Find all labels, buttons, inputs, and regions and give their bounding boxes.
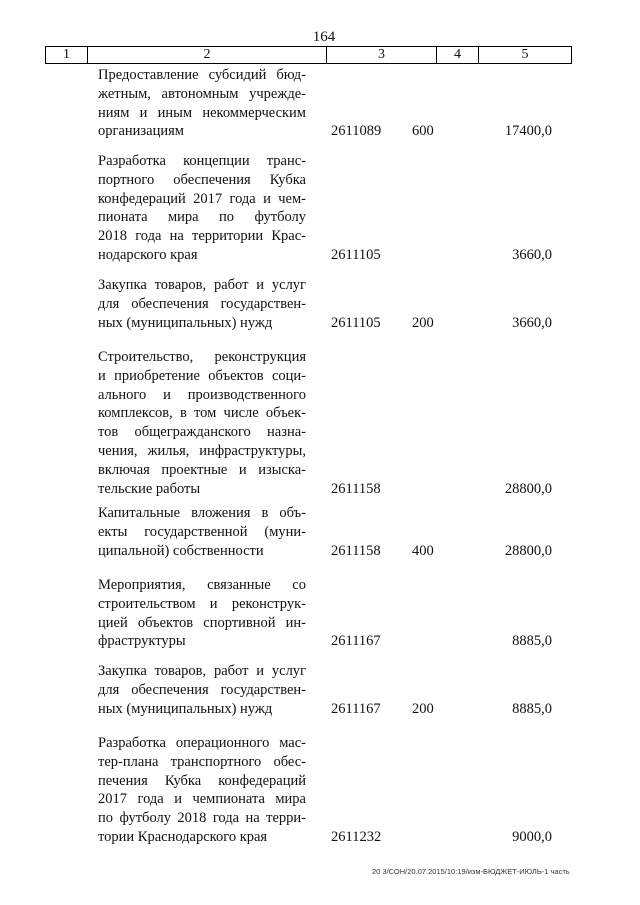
header-col-3: 3: [327, 47, 437, 63]
description-line: Закупка товаров, работ и услуг: [98, 277, 306, 293]
row-expense-type: 600: [412, 123, 434, 140]
description-line: 2018 года на территории Крас-: [98, 228, 306, 245]
description-line: организациям: [98, 123, 184, 140]
row-amount: 8885,0: [512, 700, 552, 717]
footer-stamp: 20 3/СОН/20.07.2015/10:19/изм-БЮДЖЕТ-ИЮЛЬ-1 часть: [372, 867, 570, 876]
description-line: для обеспечения государствен-: [98, 681, 306, 698]
table-header-row: [45, 46, 572, 64]
description-line: Разработка операционного мас-: [98, 735, 306, 751]
row-amount: 9000,0: [512, 829, 552, 845]
row-expense-type: 200: [412, 314, 434, 331]
description-line: печения Кубка конфедераций: [98, 772, 306, 789]
row-code: 2611089: [331, 123, 382, 140]
description-line: 2017 года и чемпионата мира: [98, 791, 306, 808]
description-line: комплексов, в том числе объек-: [98, 405, 306, 422]
row-code: 2611167: [331, 633, 381, 650]
row-code: 2611158: [331, 480, 381, 497]
description-line: Строительство, реконструкция: [98, 349, 306, 365]
row-description: [98, 152, 306, 265]
description-line: пионата мира по футболу: [98, 209, 306, 226]
description-line: цией объектов спортивной ин-: [98, 614, 306, 631]
row-amount: 3660,0: [512, 247, 552, 263]
table-row: [0, 276, 640, 331]
row-code: 2611167: [331, 700, 381, 717]
row-amount: 8885,0: [512, 633, 552, 650]
row-description: [98, 734, 306, 847]
table-row: [0, 662, 640, 717]
description-line: чения, жилья, инфраструктуры,: [98, 442, 306, 459]
row-description: [98, 276, 306, 332]
description-line: ных (муниципальных) нужд: [98, 314, 273, 331]
description-line: жетным, автономным учрежде-: [98, 85, 306, 102]
description-line: ципальной) собственности: [98, 542, 264, 559]
row-description: [98, 348, 306, 498]
table-row: [0, 152, 640, 263]
page-number: 164: [312, 29, 336, 45]
description-line: ниям и иным некоммерческим: [98, 104, 306, 121]
description-line: Закупка товаров, работ и услуг: [98, 663, 306, 679]
row-amount: 3660,0: [512, 314, 552, 331]
description-line: екты государственной (муни-: [98, 523, 306, 540]
row-description: [98, 504, 306, 560]
row-amount: 17400,0: [504, 123, 552, 140]
description-line: по футболу 2018 года на терри-: [98, 810, 306, 827]
row-code: 2611105: [331, 314, 381, 331]
row-description: [98, 576, 306, 651]
description-line: тельские работы: [98, 480, 201, 497]
row-description: [98, 662, 306, 718]
row-amount: 28800,0: [504, 480, 552, 497]
description-line: Мероприятия, связанные со: [98, 577, 306, 593]
row-description: [98, 66, 306, 141]
table-row: [0, 504, 640, 559]
description-line: фраструктуры: [98, 633, 186, 650]
description-line: Предоставление субсидий бюд-: [98, 67, 306, 83]
description-line: строительством и реконструк-: [98, 595, 306, 612]
description-line: включая проектные и изыска-: [98, 461, 306, 478]
description-line: портного обеспечения Кубка: [98, 171, 306, 188]
table-row: [0, 734, 640, 845]
description-line: тов общегражданского назна-: [98, 424, 306, 441]
description-line: ального и производственного: [98, 386, 306, 403]
header-col-1: 1: [46, 47, 88, 63]
description-line: тер-плана транспортного обес-: [98, 753, 306, 770]
header-col-5: 5: [521, 47, 529, 62]
description-line: и приобретение объектов соци-: [98, 367, 306, 384]
row-code: 2611232: [331, 829, 382, 845]
description-line: ных (муниципальных) нужд: [98, 700, 273, 717]
header-col-4: 4: [437, 47, 479, 63]
table-row: [0, 348, 640, 497]
table-row: [0, 66, 640, 140]
description-line: Разработка концепции транс-: [98, 153, 306, 169]
row-expense-type: 200: [412, 700, 434, 717]
row-code: 2611105: [331, 247, 381, 263]
table-row: [0, 576, 640, 650]
row-expense-type: 400: [412, 542, 434, 559]
row-amount: 28800,0: [504, 542, 552, 559]
description-line: для обеспечения государствен-: [98, 295, 306, 312]
description-line: нодарского края: [98, 246, 198, 263]
description-line: тории Краснодарского края: [98, 828, 268, 845]
header-col-2: 2: [88, 47, 327, 63]
row-code: 2611158: [331, 542, 381, 559]
description-line: Капитальные вложения в объ-: [98, 505, 306, 521]
description-line: конфедераций 2017 года и чем-: [98, 190, 306, 207]
